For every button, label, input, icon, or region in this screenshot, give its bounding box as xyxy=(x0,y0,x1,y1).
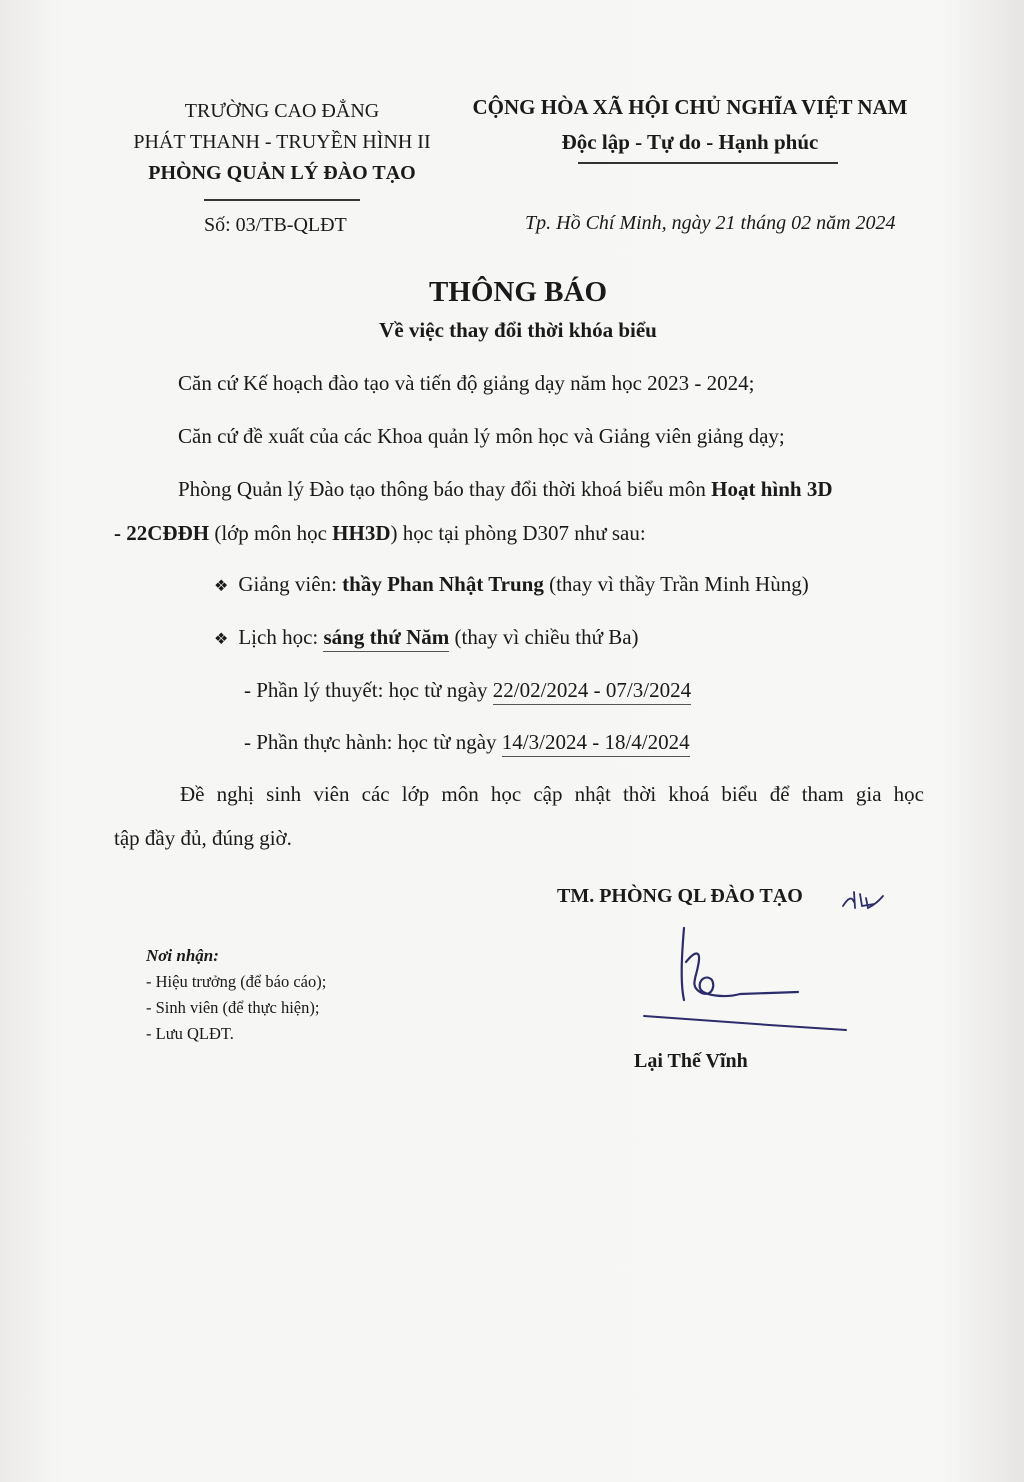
schedule-note: (thay vì chiều thứ Ba) xyxy=(449,625,639,649)
class-mid: (lớp môn học xyxy=(209,521,333,545)
announce-line-2 xyxy=(114,521,646,546)
diamond-bullet-icon: ❖ xyxy=(214,631,229,648)
subject-name: Hoạt hình 3D xyxy=(711,477,833,501)
class-name: - 22CĐĐH xyxy=(114,521,210,545)
initials-mark xyxy=(840,888,886,914)
basis-2: Căn cứ đề xuất của các Khoa quản lý môn học và Giảng viên giảng dạy; xyxy=(178,424,785,448)
class-code: HH3D xyxy=(332,521,391,545)
lecturer-label: Giảng viên: xyxy=(238,572,343,596)
org-line-3: PHÒNG QUẢN LÝ ĐÀO TẠO xyxy=(148,162,416,184)
lecturer-note: (thay vì thầy Trần Minh Hùng) xyxy=(543,572,809,596)
theory-item xyxy=(244,678,691,703)
nation-underline xyxy=(578,162,838,164)
request-line-1: Đề nghị sinh viên các lớp môn học cập nhật thời khoá biểu để tham gia học xyxy=(180,782,924,806)
practice-item xyxy=(244,730,690,755)
recipients-heading: Nơi nhận: xyxy=(146,946,219,965)
org-header xyxy=(112,96,452,189)
org-underline xyxy=(204,199,360,201)
schedule-label: Lịch học: xyxy=(238,625,324,649)
nation-line-2: Độc lập - Tự do - Hạnh phúc xyxy=(561,130,819,154)
basis-1: Căn cứ Kế hoạch đào tạo và tiến độ giảng dạy năm học 2023 - 2024; xyxy=(178,371,755,395)
schedule-item xyxy=(214,625,639,650)
org-line-2: PHÁT THANH - TRUYỀN HÌNH II xyxy=(133,131,431,153)
doc-number: Số: 03/TB-QLĐT xyxy=(204,214,347,236)
class-room: ) học tại phòng D307 như sau: xyxy=(390,521,646,545)
recipients-block xyxy=(146,943,326,1047)
doc-subtitle: Về việc thay đổi thời khóa biểu xyxy=(379,318,657,342)
signer-name: Lại Thế Vĩnh xyxy=(634,1050,748,1072)
recipient-item: - Hiệu trưởng (để báo cáo); xyxy=(146,972,327,991)
lecturer-item xyxy=(214,572,809,597)
request-line-2: tập đầy đủ, đúng giờ. xyxy=(114,826,292,850)
recipient-item: - Sinh viên (để thực hiện); xyxy=(146,998,320,1017)
theory-label: - Phần lý thuyết: học từ ngày xyxy=(244,678,493,702)
practice-dates: 14/3/2024 - 18/4/2024 xyxy=(502,730,690,757)
place-date: Tp. Hồ Chí Minh, ngày 21 tháng 02 năm 2024 xyxy=(525,212,896,234)
theory-dates: 22/02/2024 - 07/3/2024 xyxy=(493,678,691,705)
schedule-value: sáng thứ Năm xyxy=(323,625,449,652)
diamond-bullet-icon: ❖ xyxy=(214,578,229,595)
announce-line-1 xyxy=(178,477,833,502)
doc-title: THÔNG BÁO xyxy=(428,276,608,308)
practice-label: - Phần thực hành: học từ ngày xyxy=(244,730,502,754)
announce-text: Phòng Quản lý Đào tạo thông báo thay đổi thời khoá biểu môn xyxy=(178,477,712,501)
recipient-item: - Lưu QLĐT. xyxy=(146,1024,234,1043)
signature-title: TM. PHÒNG QL ĐÀO TẠO xyxy=(557,885,803,907)
lecturer-name: thầy Phan Nhật Trung xyxy=(342,572,544,596)
org-line-1: TRƯỜNG CAO ĐẲNG xyxy=(184,100,380,122)
nation-line-1: CỘNG HÒA XÃ HỘI CHỦ NGHĨA VIỆT NAM xyxy=(472,95,908,119)
signature-mark xyxy=(640,922,855,1034)
nation-header xyxy=(450,90,930,160)
